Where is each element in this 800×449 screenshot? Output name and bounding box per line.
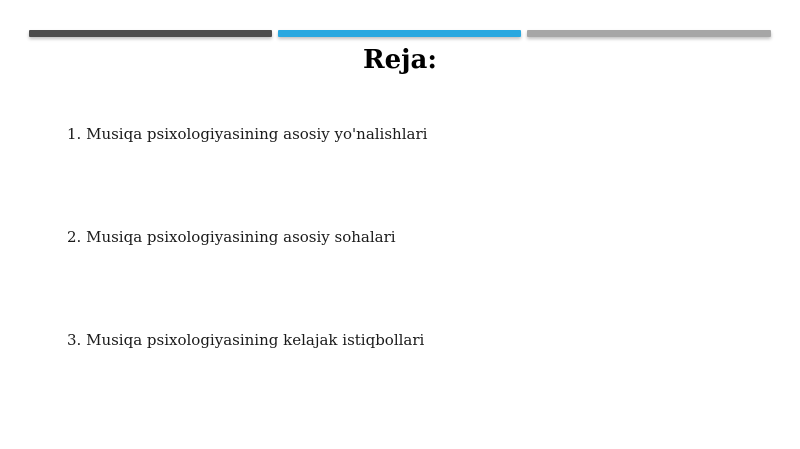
header-bar-dark [29,30,272,37]
decorative-header-bars [0,0,800,40]
slide-title: Reja: [362,45,437,75]
plan-item-3: 3. Musiqa psixologiyasining kelajak istiqbollari [67,331,425,349]
plan-item-2: 2. Musiqa psixologiyasining asosiy sohalari [67,228,396,246]
header-bar-blue [278,30,521,37]
header-bar-gray [527,30,771,37]
plan-item-1: 1. Musiqa psixologiyasining asosiy yo'nalishlari [67,125,428,143]
